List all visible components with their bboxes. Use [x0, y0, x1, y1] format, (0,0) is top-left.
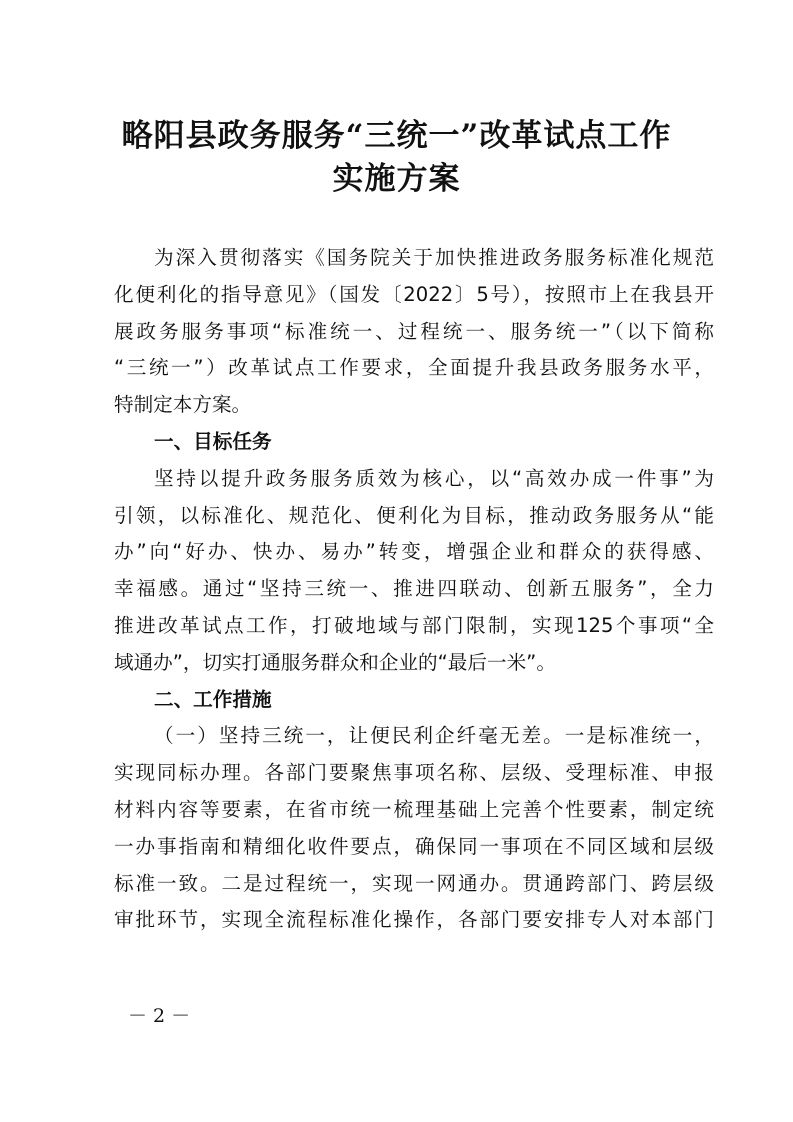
- goals-line: 引领，以标准化、规范化、便利化为目标，推动政务服务从“能: [114, 503, 714, 527]
- page-number: － 2 －: [128, 1005, 191, 1027]
- measures-line: （一）坚持三统一，让便民利企纤毫无差。一是标准统一，: [154, 724, 714, 748]
- measures-line: 材料内容等要素，在省市统一梳理基础上完善个性要素，制定统: [114, 797, 714, 821]
- intro-line: 特制定本方案。: [114, 393, 252, 417]
- document-title-line2: 实施方案: [332, 161, 461, 197]
- measures-line: 一办事指南和精细化收件要点，确保同一事项在不同区域和层级: [114, 834, 714, 858]
- goals-line: 推进改革试点工作，打破地域与部门限制，实现125个事项“全: [114, 613, 714, 637]
- goals-line: 域通办”，切实打通服务群众和企业的“最后一米”。: [114, 650, 556, 674]
- goals-line: 坚持以提升政务服务质效为核心，以“高效办成一件事”为: [154, 466, 714, 490]
- section-heading-goals: 一、目标任务: [154, 429, 272, 453]
- intro-line: “三统一”）改革试点工作要求，全面提升我县政务服务水平，: [114, 356, 714, 380]
- section-heading-measures: 二、工作措施: [154, 687, 272, 711]
- document-body: [114, 240, 714, 939]
- intro-line: 化便利化的指导意见》（国发〔2022〕5号），按照市上在我县开: [114, 282, 714, 306]
- intro-line: 为深入贯彻落实《国务院关于加快推进政务服务标准化规范: [154, 246, 714, 269]
- intro-line: 展政务服务事项“标准统一、过程统一、服务统一”（以下简称: [114, 319, 714, 343]
- measures-line: 实现同标办理。各部门要聚焦事项名称、层级、受理标准、申报: [114, 761, 714, 785]
- goals-line: 幸福感。通过“坚持三统一、推进四联动、创新五服务”，全力: [114, 577, 714, 601]
- measures-line: 标准一致。二是过程统一，实现一网通办。贯通跨部门、跨层级: [114, 871, 714, 895]
- document-title-line1: 略阳县政务服务“三统一”改革试点工作: [121, 118, 672, 154]
- measures-line: 审批环节，实现全流程标准化操作，各部门要安排专人对本部门: [114, 908, 714, 932]
- goals-line: 办”向“好办、快办、易办”转变，增强企业和群众的获得感、: [114, 540, 714, 564]
